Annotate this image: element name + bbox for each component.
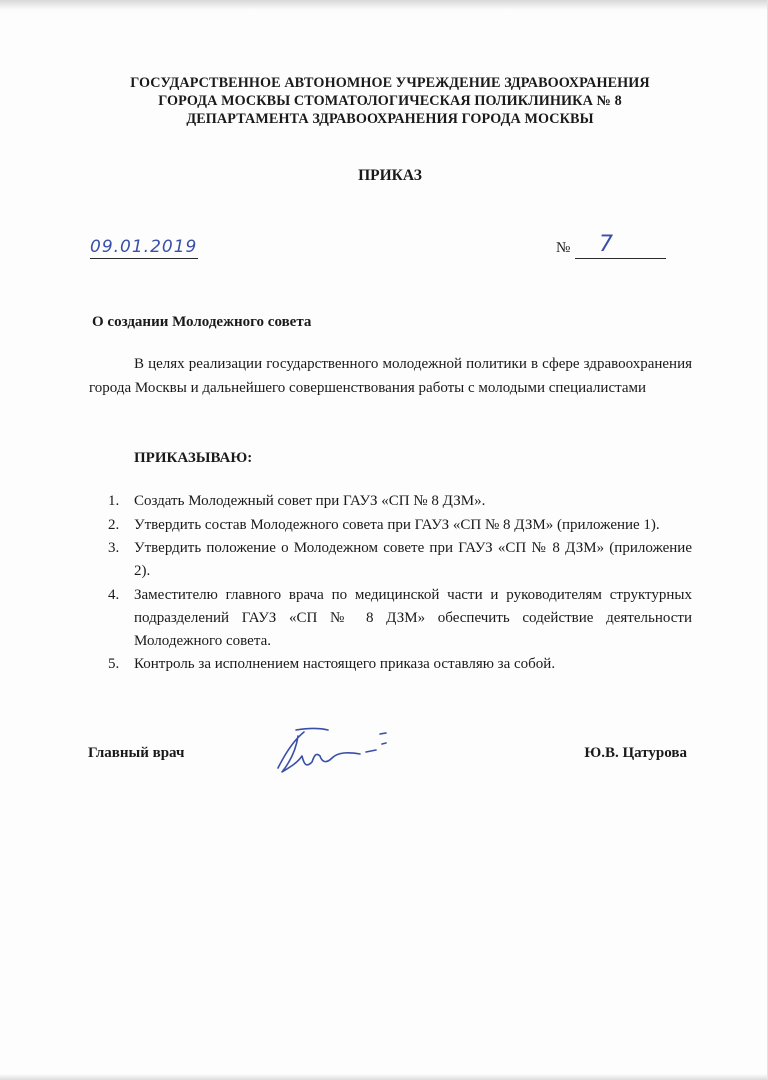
decree-item xyxy=(104,514,692,537)
organization-header xyxy=(60,74,720,128)
decree-item-number: 3. xyxy=(108,540,120,556)
decree-item-text: Создать Молодежный совет при ГАУЗ «СП № 8 ДЗМ». xyxy=(134,493,486,509)
order-date-field xyxy=(90,234,198,259)
header-line-2: ГОРОДА МОСКВЫ СТОМАТОЛОГИЧЕСКАЯ ПОЛИКЛИНИКА № 8 xyxy=(158,93,622,109)
decree-item-number: 1. xyxy=(108,493,120,509)
decree-item-text: Утвердить положение о Молодежном совете при ГАУЗ «СП № 8 ДЗМ» (приложение 2). xyxy=(134,540,692,579)
signatory-title: Главный врач xyxy=(88,745,185,761)
order-number-label: № xyxy=(556,240,571,256)
header-line-1: ГОСУДАРСТВЕННОЕ АВТОНОМНОЕ УЧРЕЖДЕНИЕ ЗДРАВООХРАНЕНИЯ xyxy=(130,75,650,91)
order-number: 7 xyxy=(599,232,614,257)
decree-item-number: 2. xyxy=(108,516,120,533)
decree-item-number: 5. xyxy=(108,656,120,672)
header-line-3: ДЕПАРТАМЕНТА ЗДРАВООХРАНЕНИЯ ГОРОДА МОСКВЫ xyxy=(186,111,594,127)
scan-edge-bottom xyxy=(0,1074,767,1080)
decree-item-text: Заместителю главного врача по медицинской части и руководителям структурных подразделений ГАУЗ «СП № 8 ДЗМ» обеспечить содействие деятельности Молодежного совета. xyxy=(134,586,692,649)
decree-item xyxy=(104,584,692,653)
decree-items-list xyxy=(104,490,692,677)
scan-edge-top xyxy=(0,0,767,10)
decree-item xyxy=(104,537,692,583)
decree-item-number: 4. xyxy=(108,586,120,603)
document-title: ПРИКАЗ xyxy=(358,167,422,184)
preamble-paragraph: В целях реализации государственного молодежной политики в сфере здравоохранения города Москвы и дальнейшего совершенствования работы с молодыми специалистами xyxy=(89,356,692,396)
order-subject: О создании Молодежного совета xyxy=(92,314,312,330)
signatory-name: Ю.В. Цатурова xyxy=(584,745,687,761)
decree-item-text: Утвердить состав Молодежного совета при ГАУЗ «СП № 8 ДЗМ» (приложение 1). xyxy=(134,516,660,533)
decree-item xyxy=(104,490,692,513)
order-date: 09.01.2019 xyxy=(90,237,198,257)
decree-item-text: Контроль за исполнением настоящего приказа оставляю за собой. xyxy=(134,656,556,672)
decree-heading: ПРИКАЗЫВАЮ: xyxy=(134,450,253,466)
order-number-field xyxy=(575,234,666,259)
decree-item xyxy=(104,653,692,676)
handwritten-signature xyxy=(268,722,398,782)
